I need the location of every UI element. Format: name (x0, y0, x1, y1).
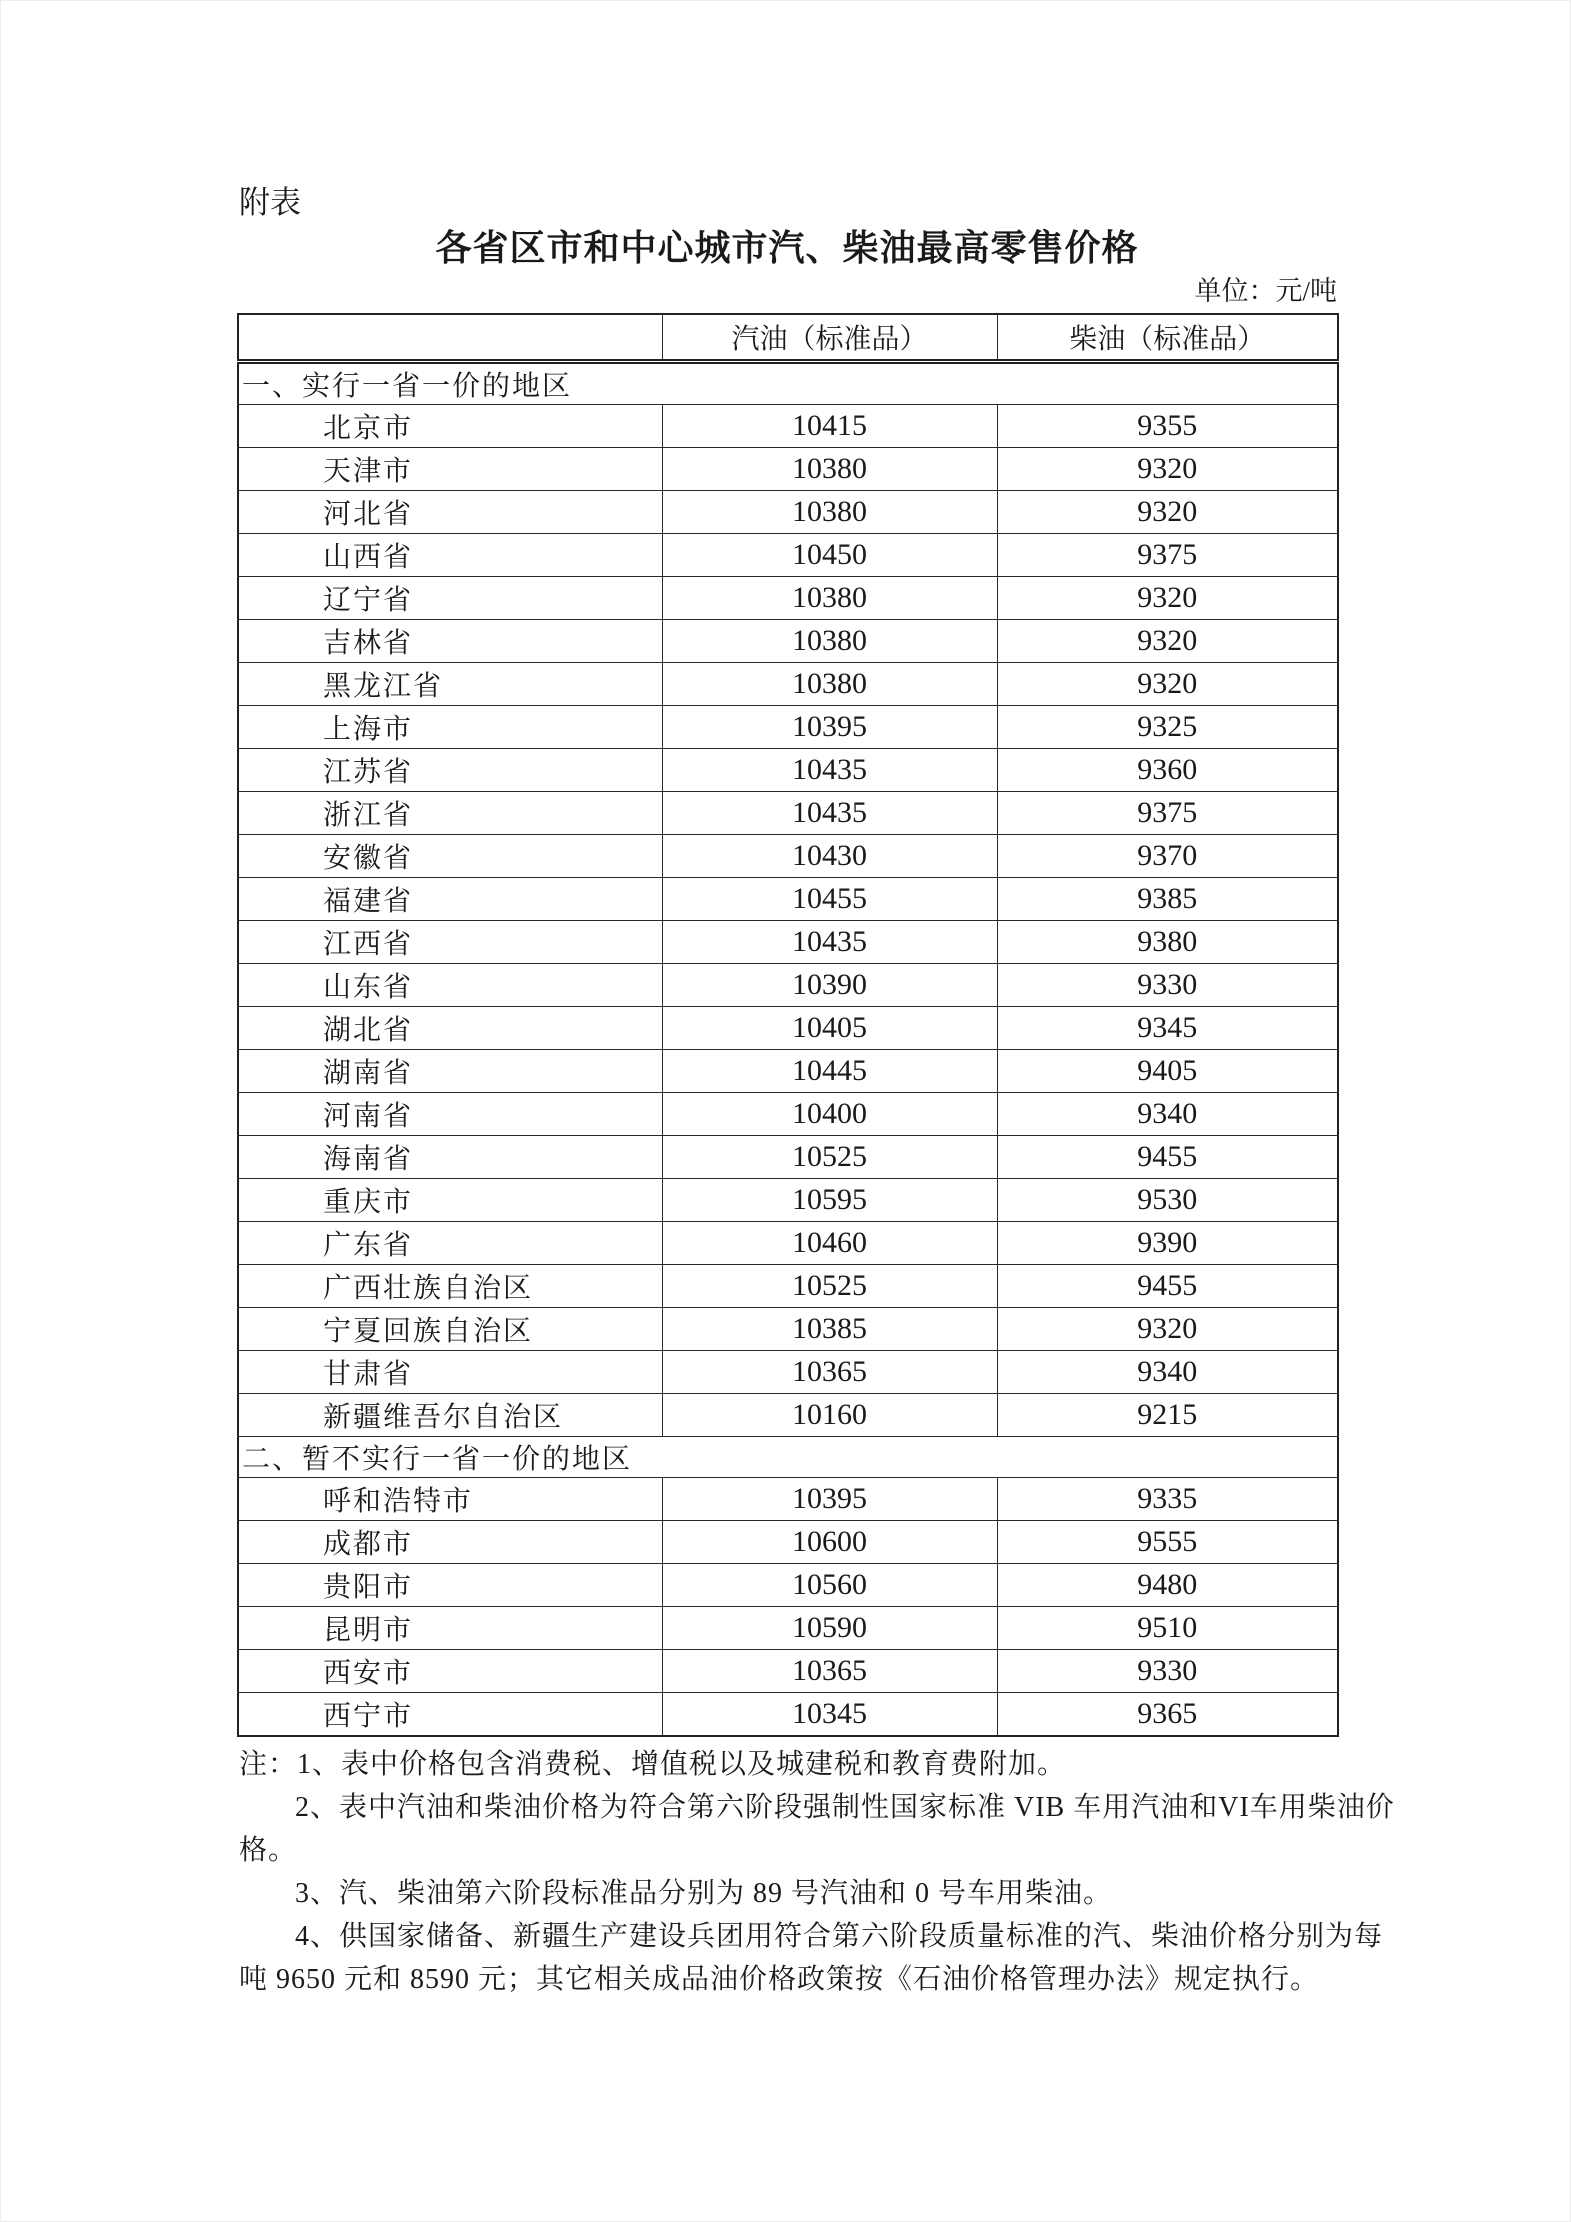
region-cell: 贵阳市 (238, 1564, 662, 1607)
region-cell: 河南省 (238, 1093, 662, 1136)
region-cell: 河北省 (238, 491, 662, 534)
section-header-row (238, 362, 1338, 405)
document-title: 各省区市和中心城市汽、柴油最高零售价格 (435, 228, 1139, 269)
region-cell: 昆明市 (238, 1607, 662, 1650)
diesel-price-cell: 9455 (997, 1265, 1338, 1308)
gasoline-price-cell: 10435 (662, 749, 997, 792)
diesel-price-cell: 9555 (997, 1521, 1338, 1564)
diesel-price-cell: 9375 (997, 534, 1338, 577)
table-row (238, 1179, 1338, 1222)
table-row (238, 1136, 1338, 1179)
unit-label: 单位：元/吨 (1194, 276, 1337, 306)
header-gasoline-cell: 汽油（标准品） (662, 314, 997, 362)
region-cell: 西宁市 (238, 1693, 662, 1737)
gasoline-price-cell: 10430 (662, 835, 997, 878)
diesel-price-cell: 9380 (997, 921, 1338, 964)
note-line: 格。 (239, 1835, 298, 1866)
diesel-price-cell: 9455 (997, 1136, 1338, 1179)
price-table (237, 313, 1339, 1737)
region-cell: 广东省 (238, 1222, 662, 1265)
gasoline-price-cell: 10435 (662, 792, 997, 835)
diesel-price-cell: 9405 (997, 1050, 1338, 1093)
section-label: 二、暂不实行一省一价的地区 (238, 1437, 1338, 1478)
table-row (238, 1050, 1338, 1093)
region-cell: 天津市 (238, 448, 662, 491)
gasoline-price-cell: 10380 (662, 448, 997, 491)
table-row (238, 1521, 1338, 1564)
table-row (238, 663, 1338, 706)
gasoline-price-cell: 10560 (662, 1564, 997, 1607)
region-cell: 成都市 (238, 1521, 662, 1564)
gasoline-price-cell: 10380 (662, 663, 997, 706)
table-row (238, 749, 1338, 792)
region-cell: 辽宁省 (238, 577, 662, 620)
gasoline-price-cell: 10380 (662, 491, 997, 534)
diesel-price-cell: 9365 (997, 1693, 1338, 1737)
gasoline-price-cell: 10365 (662, 1351, 997, 1394)
gasoline-price-cell: 10160 (662, 1394, 997, 1437)
diesel-price-cell: 9330 (997, 964, 1338, 1007)
note-line: 吨 9650 元和 8590 元；其它相关成品油价格政策按《石油价格管理办法》规定执行。 (239, 1964, 1320, 1995)
gasoline-price-cell: 10595 (662, 1179, 997, 1222)
gasoline-price-cell: 10400 (662, 1093, 997, 1136)
table-row (238, 1564, 1338, 1607)
region-cell: 北京市 (238, 405, 662, 448)
diesel-price-cell: 9320 (997, 620, 1338, 663)
table-row (238, 1650, 1338, 1693)
gasoline-price-cell: 10345 (662, 1693, 997, 1737)
gasoline-price-cell: 10365 (662, 1650, 997, 1693)
table-row (238, 1265, 1338, 1308)
region-cell: 江苏省 (238, 749, 662, 792)
gasoline-price-cell: 10380 (662, 577, 997, 620)
diesel-price-cell: 9480 (997, 1564, 1338, 1607)
region-cell: 安徽省 (238, 835, 662, 878)
gasoline-price-cell: 10395 (662, 706, 997, 749)
region-cell: 黑龙江省 (238, 663, 662, 706)
gasoline-price-cell: 10460 (662, 1222, 997, 1265)
diesel-price-cell: 9355 (997, 405, 1338, 448)
table-row (238, 1607, 1338, 1650)
region-cell: 海南省 (238, 1136, 662, 1179)
diesel-price-cell: 9320 (997, 491, 1338, 534)
region-cell: 宁夏回族自治区 (238, 1308, 662, 1351)
region-cell: 吉林省 (238, 620, 662, 663)
header-region-cell (238, 314, 662, 362)
table-row (238, 620, 1338, 663)
notes (239, 1743, 1479, 2001)
note-line: 2、表中汽油和柴油价格为符合第六阶段强制性国家标准 VIB 车用汽油和VI车用柴油价 (295, 1792, 1395, 1823)
diesel-price-cell: 9360 (997, 749, 1338, 792)
diesel-price-cell: 9510 (997, 1607, 1338, 1650)
region-cell: 山西省 (238, 534, 662, 577)
region-cell: 重庆市 (238, 1179, 662, 1222)
diesel-price-cell: 9340 (997, 1351, 1338, 1394)
diesel-price-cell: 9335 (997, 1478, 1338, 1521)
table-row (238, 792, 1338, 835)
diesel-price-cell: 9215 (997, 1394, 1338, 1437)
region-cell: 浙江省 (238, 792, 662, 835)
table-row (238, 491, 1338, 534)
region-cell: 新疆维吾尔自治区 (238, 1394, 662, 1437)
table-row (238, 706, 1338, 749)
diesel-price-cell: 9340 (997, 1093, 1338, 1136)
gasoline-price-cell: 10590 (662, 1607, 997, 1650)
table-row (238, 577, 1338, 620)
price-table-body (238, 362, 1338, 1737)
gasoline-price-cell: 10455 (662, 878, 997, 921)
gasoline-price-cell: 10450 (662, 534, 997, 577)
region-cell: 湖北省 (238, 1007, 662, 1050)
region-cell: 上海市 (238, 706, 662, 749)
gasoline-price-cell: 10380 (662, 620, 997, 663)
region-cell: 湖南省 (238, 1050, 662, 1093)
table-row (238, 964, 1338, 1007)
table-row (238, 878, 1338, 921)
note-line: 4、供国家储备、新疆生产建设兵团用符合第六阶段质量标准的汽、柴油价格分别为每 (295, 1921, 1384, 1952)
table-row (238, 921, 1338, 964)
region-cell: 西安市 (238, 1650, 662, 1693)
table-row (238, 1093, 1338, 1136)
diesel-price-cell: 9530 (997, 1179, 1338, 1222)
diesel-price-cell: 9385 (997, 878, 1338, 921)
region-cell: 甘肃省 (238, 1351, 662, 1394)
region-cell: 山东省 (238, 964, 662, 1007)
table-row (238, 1007, 1338, 1050)
region-cell: 江西省 (238, 921, 662, 964)
section-header-row (238, 1437, 1338, 1478)
gasoline-price-cell: 10405 (662, 1007, 997, 1050)
table-row (238, 1693, 1338, 1737)
gasoline-price-cell: 10415 (662, 405, 997, 448)
region-cell: 呼和浩特市 (238, 1478, 662, 1521)
table-row (238, 405, 1338, 448)
diesel-price-cell: 9345 (997, 1007, 1338, 1050)
table-header-row (238, 314, 1338, 362)
diesel-price-cell: 9320 (997, 577, 1338, 620)
gasoline-price-cell: 10385 (662, 1308, 997, 1351)
diesel-price-cell: 9320 (997, 1308, 1338, 1351)
table-row (238, 1394, 1338, 1437)
note-line: 3、汽、柴油第六阶段标准品分别为 89 号汽油和 0 号车用柴油。 (295, 1878, 1113, 1909)
table-row (238, 534, 1338, 577)
diesel-price-cell: 9370 (997, 835, 1338, 878)
attachment-label: 附表 (239, 185, 301, 220)
region-cell: 广西壮族自治区 (238, 1265, 662, 1308)
gasoline-price-cell: 10445 (662, 1050, 997, 1093)
note-line: 注：1、表中价格包含消费税、增值税以及城建税和教育费附加。 (239, 1749, 1067, 1780)
table-row (238, 1222, 1338, 1265)
diesel-price-cell: 9325 (997, 706, 1338, 749)
gasoline-price-cell: 10600 (662, 1521, 997, 1564)
gasoline-price-cell: 10390 (662, 964, 997, 1007)
diesel-price-cell: 9320 (997, 663, 1338, 706)
gasoline-price-cell: 10525 (662, 1265, 997, 1308)
diesel-price-cell: 9375 (997, 792, 1338, 835)
gasoline-price-cell: 10435 (662, 921, 997, 964)
diesel-price-cell: 9390 (997, 1222, 1338, 1265)
table-row (238, 1351, 1338, 1394)
table-row (238, 1308, 1338, 1351)
table-row (238, 448, 1338, 491)
gasoline-price-cell: 10395 (662, 1478, 997, 1521)
diesel-price-cell: 9330 (997, 1650, 1338, 1693)
diesel-price-cell: 9320 (997, 448, 1338, 491)
region-cell: 福建省 (238, 878, 662, 921)
table-row (238, 835, 1338, 878)
section-label: 一、实行一省一价的地区 (238, 362, 1338, 405)
gasoline-price-cell: 10525 (662, 1136, 997, 1179)
header-diesel-cell: 柴油（标准品） (997, 314, 1338, 362)
table-row (238, 1478, 1338, 1521)
